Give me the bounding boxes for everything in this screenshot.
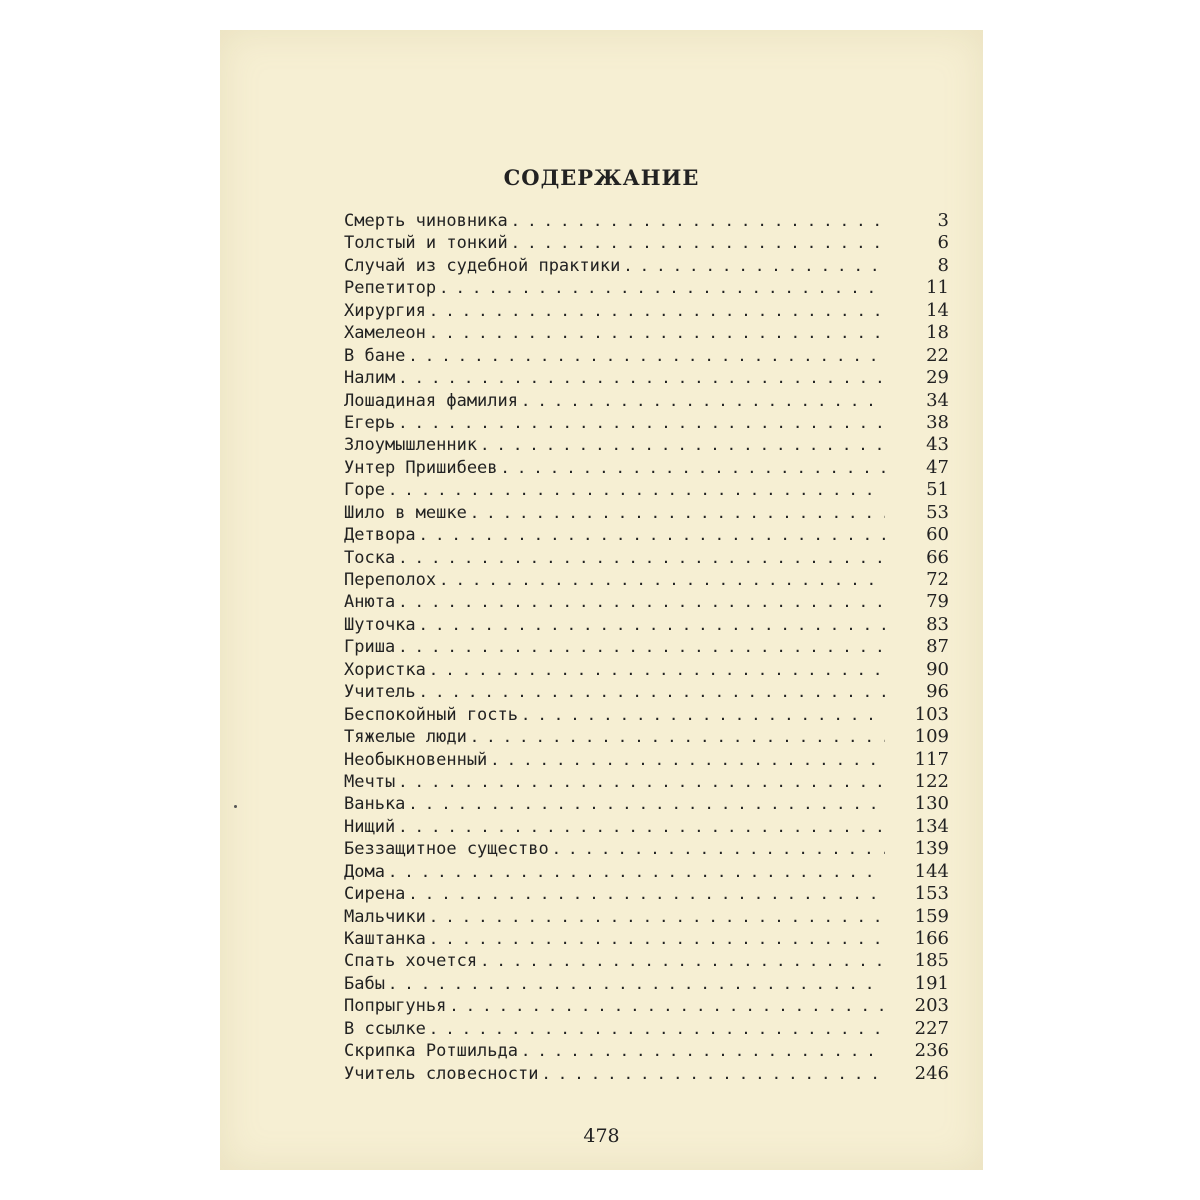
- toc-entry-title: Тоска: [344, 547, 396, 568]
- dot-leader: [420, 681, 885, 703]
- toc-entry-title: Тяжелые люди: [344, 727, 467, 748]
- toc-entry: [344, 345, 949, 367]
- toc-entry-page: 122: [914, 770, 949, 792]
- dot-leader: [512, 232, 885, 254]
- toc-entry-title: Унтер Пришибеев: [344, 457, 498, 478]
- toc-entry: [344, 412, 949, 434]
- toc-entry-title: Мальчики: [344, 906, 426, 927]
- toc-entry-page: 246: [914, 1062, 949, 1084]
- toc-entry-title: Егерь: [344, 412, 396, 433]
- toc-entry-page: 166: [914, 928, 949, 949]
- dot-leader: [491, 749, 885, 771]
- dot-leader: [481, 950, 885, 972]
- toc-entry-page: 144: [914, 860, 949, 882]
- dot-leader: [420, 524, 885, 546]
- toc-entry: [344, 277, 949, 299]
- toc-entry-title: Хористка: [344, 659, 426, 680]
- toc-entry-page: 22: [926, 344, 949, 366]
- toc-entry-page: 117: [914, 748, 949, 770]
- toc-entry-page: 29: [926, 367, 949, 389]
- toc-entry: [344, 950, 949, 972]
- dot-leader: [481, 434, 885, 456]
- toc-entry: [344, 547, 949, 569]
- toc-entry-title: Налим: [344, 368, 396, 389]
- dot-leader: [471, 726, 885, 748]
- dot-leader: [624, 255, 885, 277]
- toc-entry-page: 90: [926, 658, 949, 680]
- dot-leader: [389, 479, 885, 501]
- toc-entry-page: 60: [926, 524, 949, 546]
- paper-speck: [234, 805, 237, 808]
- dot-leader: [409, 793, 885, 815]
- dot-leader: [522, 390, 885, 412]
- toc-entry-page: 6: [937, 232, 949, 254]
- toc-entry-page: 96: [926, 681, 949, 703]
- toc-entry-page: 8: [937, 254, 949, 276]
- toc-entry-title: Хамелеон: [344, 323, 426, 344]
- toc-entry-title: Шило в мешке: [344, 502, 467, 523]
- dot-leader: [430, 928, 885, 950]
- toc-entry: [344, 928, 949, 950]
- dot-leader: [389, 861, 885, 883]
- toc-entry-page: 11: [926, 277, 949, 299]
- toc-entry: [344, 434, 949, 456]
- toc-entry: [344, 771, 949, 793]
- toc-entry-page: 72: [926, 569, 949, 590]
- toc-entry-page: 109: [914, 726, 949, 748]
- dot-leader: [399, 636, 885, 658]
- toc-entry-title: Дома: [344, 861, 385, 882]
- toc-entry-title: Мечты: [344, 771, 396, 792]
- toc-entry-title: Беззащитное существо: [344, 839, 549, 860]
- toc-entry-title: Злоумышленник: [344, 435, 478, 456]
- toc-entry-page: 14: [926, 299, 949, 321]
- toc-entry: [344, 1018, 949, 1040]
- toc-entry: [344, 457, 949, 479]
- dot-leader: [430, 906, 885, 928]
- dot-leader: [430, 659, 885, 681]
- toc-entry: [344, 390, 949, 412]
- toc-entry-title: Учитель словесности: [344, 1063, 539, 1084]
- toc-entry: [344, 681, 949, 703]
- toc-entry-page: 191: [914, 972, 949, 994]
- toc-entry: [344, 793, 949, 815]
- toc-entry: [344, 210, 949, 232]
- toc-entry-page: 236: [914, 1040, 949, 1062]
- toc-entry-title: В ссылке: [344, 1018, 426, 1039]
- toc-entry: [344, 816, 949, 838]
- toc-entry-title: Случай из судебной практики: [344, 255, 621, 276]
- toc-entry-title: Беспокойный гость: [344, 704, 518, 725]
- dot-leader: [502, 457, 885, 479]
- toc-entry: [344, 232, 949, 254]
- toc-entry: [344, 883, 949, 905]
- toc-entry-title: Скрипка Ротшильда: [344, 1041, 518, 1062]
- toc-entry-page: 159: [914, 905, 949, 927]
- toc-entry-page: 227: [914, 1017, 949, 1039]
- toc-entry: [344, 749, 949, 771]
- toc-entry-title: Переполох: [344, 570, 437, 590]
- book-page: [220, 30, 983, 1170]
- dot-leader: [399, 367, 885, 389]
- toc-entry-title: Попрыгунья: [344, 996, 447, 1017]
- dot-leader: [409, 345, 885, 367]
- toc-entry: [344, 569, 949, 591]
- toc-entry: [344, 1063, 949, 1085]
- dot-leader: [399, 771, 885, 793]
- toc-entry: [344, 322, 949, 344]
- toc-entry-page: 139: [914, 838, 949, 860]
- toc-entry-title: Учитель: [344, 682, 416, 703]
- dot-leader: [430, 1018, 885, 1040]
- toc-entry-page: 134: [914, 815, 949, 837]
- toc-entry-title: Лошадиная фамилия: [344, 390, 518, 411]
- toc-entry-page: 153: [914, 883, 949, 905]
- dot-leader: [399, 547, 885, 569]
- toc-entry: [344, 704, 949, 726]
- toc-entry-page: 66: [926, 546, 949, 568]
- toc-entry-page: 18: [926, 322, 949, 344]
- toc-entry-page: 130: [914, 793, 949, 815]
- toc-entry-page: 47: [926, 456, 949, 478]
- dot-leader: [471, 502, 885, 524]
- toc-entry: [344, 838, 949, 860]
- toc-entry-page: 51: [926, 479, 949, 501]
- toc-entry: [344, 502, 949, 524]
- toc-entry-title: Необыкновенный: [344, 749, 488, 770]
- dot-leader: [420, 614, 885, 636]
- dot-leader: [450, 995, 885, 1017]
- toc-entry: [344, 659, 949, 681]
- toc-entry-page: 3: [937, 210, 949, 231]
- dot-leader: [409, 883, 885, 905]
- toc-entry-title: Анюта: [344, 592, 396, 613]
- toc-entry-title: Бабы: [344, 973, 385, 994]
- toc-entry-title: Каштанка: [344, 929, 426, 949]
- toc-entry: [344, 591, 949, 613]
- page-number: 478: [583, 1125, 620, 1147]
- toc-entry: [344, 636, 949, 658]
- toc-entry: [344, 906, 949, 928]
- toc-entry-title: Нищий: [344, 816, 396, 837]
- contents-heading: СОДЕРЖАНИЕ: [503, 165, 700, 190]
- toc-entry: [344, 524, 949, 546]
- toc-entry-page: 34: [926, 389, 949, 411]
- dot-leader: [542, 1063, 885, 1085]
- dot-leader: [399, 816, 885, 838]
- dot-leader: [389, 973, 885, 995]
- toc-entry-page: 79: [926, 591, 949, 613]
- toc-entry-title: Хирургия: [344, 300, 426, 321]
- toc-entry-title: Ванька: [344, 794, 406, 815]
- toc-entry-title: Гриша: [344, 637, 396, 658]
- toc-entry-title: Толстый и тонкий: [344, 233, 508, 254]
- toc-entry: [344, 367, 949, 389]
- toc-entry-page: 203: [914, 995, 949, 1017]
- dot-leader: [512, 210, 885, 232]
- dot-leader: [522, 1040, 885, 1062]
- toc-entry-page: 38: [926, 411, 949, 433]
- dot-leader: [440, 569, 885, 591]
- toc-entry-page: 103: [914, 703, 949, 725]
- toc-entry-title: Смерть чиновника: [344, 211, 508, 231]
- toc-entry: [344, 995, 949, 1017]
- toc-entry-title: Спать хочется: [344, 951, 478, 972]
- toc-entry-page: 87: [926, 636, 949, 658]
- toc-entry-title: Горе: [344, 480, 385, 501]
- toc-entry: [344, 614, 949, 636]
- dot-leader: [440, 277, 885, 299]
- toc-entry: [344, 1040, 949, 1062]
- table-of-contents: [344, 210, 949, 1085]
- toc-entry-title: Детвора: [344, 525, 416, 546]
- dot-leader: [430, 300, 885, 322]
- dot-leader: [522, 704, 885, 726]
- toc-entry-title: В бане: [344, 345, 406, 366]
- toc-entry: [344, 726, 949, 748]
- dot-leader: [399, 412, 885, 434]
- toc-entry: [344, 300, 949, 322]
- toc-entry: [344, 861, 949, 883]
- toc-entry-page: 43: [926, 434, 949, 456]
- dot-leader: [553, 838, 885, 860]
- toc-entry: [344, 973, 949, 995]
- toc-entry: [344, 479, 949, 501]
- toc-entry-page: 83: [926, 613, 949, 635]
- toc-entry-title: Сирена: [344, 884, 406, 905]
- toc-entry: [344, 255, 949, 277]
- toc-entry-title: Репетитор: [344, 278, 437, 299]
- toc-entry-page: 53: [926, 501, 949, 523]
- toc-entry-title: Шуточка: [344, 614, 416, 635]
- toc-entry-page: 185: [914, 950, 949, 972]
- dot-leader: [430, 322, 885, 344]
- dot-leader: [399, 591, 885, 613]
